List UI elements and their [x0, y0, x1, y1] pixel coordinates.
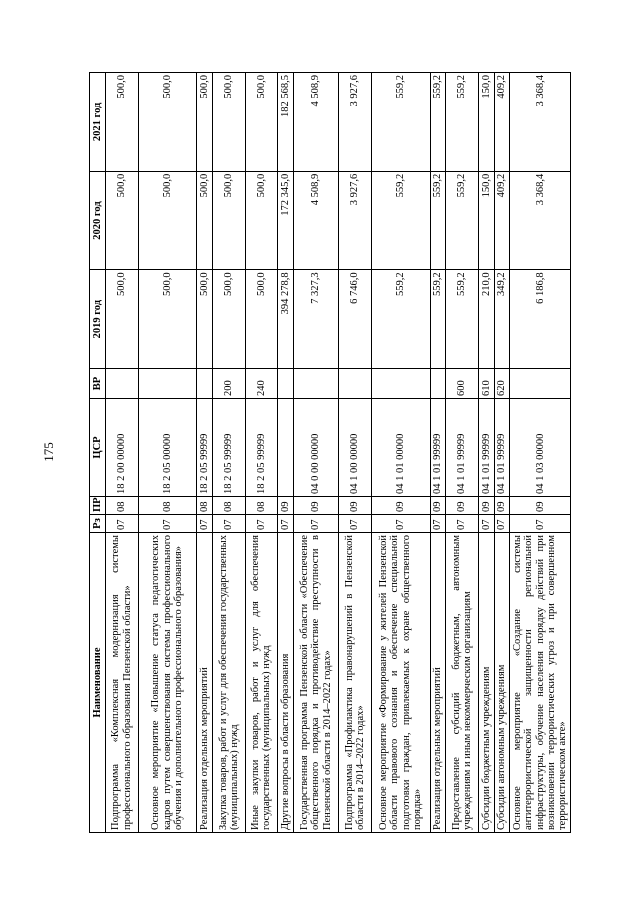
cell-rz: 07: [371, 515, 430, 533]
cell-vr: 240: [245, 369, 278, 399]
cell-pr: 09: [339, 497, 372, 515]
header-vr: ВР: [90, 369, 106, 399]
cell-csr: 04 0 00 00000: [294, 399, 339, 497]
cell-vr: [339, 369, 372, 399]
cell-2021: 182 568,5: [278, 73, 294, 172]
cell-2021: 3 368,4: [510, 73, 571, 172]
cell-pr: 09: [294, 497, 339, 515]
cell-2019: 210,0: [478, 270, 494, 369]
cell-vr: [430, 369, 446, 399]
cell-name: Основное мероприятие «Создание системы антитеррористической защищенности региональной инфраструктуры, обучение населения порядку действий при возникновении террористических угроз и при совершенном террористическом акте»: [510, 533, 571, 833]
cell-name: Реализация отдельных мероприятий: [197, 533, 213, 833]
cell-2020: 3 927,6: [339, 171, 372, 270]
cell-name: Иные закупки товаров, работ и услуг для обеспечения государственных (муниципальных) нужд: [245, 533, 278, 833]
cell-pr: 09: [371, 497, 430, 515]
cell-rz: 07: [197, 515, 213, 533]
cell-2020: 500,0: [106, 171, 139, 270]
cell-2020: 559,2: [430, 171, 446, 270]
cell-pr: 08: [213, 497, 246, 515]
cell-2021: 150,0: [478, 73, 494, 172]
page-number: 175: [41, 442, 56, 462]
cell-2021: 559,2: [371, 73, 430, 172]
cell-2019: 6 186,8: [510, 270, 571, 369]
header-csr: ЦСР: [90, 399, 106, 497]
cell-2021: 559,2: [446, 73, 479, 172]
cell-2019: 394 278,8: [278, 270, 294, 369]
cell-csr: 04 1 03 00000: [510, 399, 571, 497]
cell-pr: 09: [278, 497, 294, 515]
cell-2019: 500,0: [245, 270, 278, 369]
cell-2021: 409,2: [494, 73, 510, 172]
cell-2021: 3 927,6: [339, 73, 372, 172]
cell-csr: 04 1 01 99999: [494, 399, 510, 497]
cell-csr: 04 1 00 00000: [339, 399, 372, 497]
cell-csr: 18 2 05 00000: [138, 399, 197, 497]
cell-rz: 07: [213, 515, 246, 533]
cell-2021: 4 508,9: [294, 73, 339, 172]
cell-2021: 500,0: [197, 73, 213, 172]
cell-rz: 07: [138, 515, 197, 533]
cell-pr: 08: [106, 497, 139, 515]
cell-vr: [106, 369, 139, 399]
cell-2020: 4 508,9: [294, 171, 339, 270]
cell-name: Субсидии бюджетным учреждениям: [478, 533, 494, 833]
cell-2019: 559,2: [446, 270, 479, 369]
table-row: [294, 73, 339, 833]
cell-pr: 09: [478, 497, 494, 515]
cell-2021: 500,0: [138, 73, 197, 172]
cell-2020: 500,0: [138, 171, 197, 270]
budget-table: [89, 72, 571, 833]
cell-csr: 04 1 01 00000: [371, 399, 430, 497]
cell-2020: 150,0: [478, 171, 494, 270]
cell-vr: [138, 369, 197, 399]
table-row: [430, 73, 446, 833]
cell-vr: [510, 369, 571, 399]
cell-name: Основное мероприятие «Формирование у жителей Пензенской области правового сознания и обеспечение специальной подготовки граждан, привлекаемых к охране общественного порядка»: [371, 533, 430, 833]
cell-name: Подпрограмма «Профилактика правонарушений в Пензенской области в 2014–2022 годах»: [339, 533, 372, 833]
cell-vr: 600: [446, 369, 479, 399]
table-row: [494, 73, 510, 833]
table-row: [446, 73, 479, 833]
cell-pr: 09: [446, 497, 479, 515]
cell-rz: 07: [430, 515, 446, 533]
cell-rz: 07: [339, 515, 372, 533]
cell-csr: 04 1 01 99999: [430, 399, 446, 497]
cell-rz: 07: [478, 515, 494, 533]
cell-2019: 559,2: [430, 270, 446, 369]
cell-2021: 500,0: [245, 73, 278, 172]
cell-pr: 09: [510, 497, 571, 515]
cell-name: Предоставление субсидий бюджетным, автономным учреждениям и иным некоммерческим организациям: [446, 533, 479, 833]
header-pr: ПР: [90, 497, 106, 515]
rotated-table-container: [89, 73, 571, 833]
cell-2020: 559,2: [371, 171, 430, 270]
table-row: [371, 73, 430, 833]
cell-csr: 18 2 05 99999: [245, 399, 278, 497]
cell-name: Государственная программа Пензенской области «Обеспечение общественного порядка и противодействие преступности в Пензенской области в 2014–2022 годах»: [294, 533, 339, 833]
cell-pr: 09: [494, 497, 510, 515]
cell-pr: 08: [245, 497, 278, 515]
cell-vr: [197, 369, 213, 399]
cell-2020: 500,0: [197, 171, 213, 270]
cell-2019: 500,0: [106, 270, 139, 369]
cell-pr: 08: [197, 497, 213, 515]
cell-vr: [294, 369, 339, 399]
cell-rz: 07: [494, 515, 510, 533]
cell-csr: 18 2 05 99999: [213, 399, 246, 497]
cell-rz: 07: [294, 515, 339, 533]
table-row: [213, 73, 246, 833]
table-row: [106, 73, 139, 833]
cell-2019: 7 327,3: [294, 270, 339, 369]
cell-vr: 620: [494, 369, 510, 399]
cell-2020: 409,2: [494, 171, 510, 270]
table-row: [197, 73, 213, 833]
table-row: [478, 73, 494, 833]
table-row: [510, 73, 571, 833]
cell-2020: 172 345,0: [278, 171, 294, 270]
cell-2021: 500,0: [213, 73, 246, 172]
cell-rz: 07: [510, 515, 571, 533]
header-name: Наименование: [90, 533, 106, 833]
table-row: [138, 73, 197, 833]
cell-2019: 349,2: [494, 270, 510, 369]
header-2020: 2020 год: [90, 171, 106, 270]
cell-rz: 07: [446, 515, 479, 533]
table-row: [339, 73, 372, 833]
cell-name: Основное мероприятие «Повышение статуса педагогических кадров путем совершенствования системы профессионального обучения и дополнительного профессионального образования»: [138, 533, 197, 833]
cell-2019: 500,0: [138, 270, 197, 369]
cell-2019: 500,0: [197, 270, 213, 369]
cell-2019: 500,0: [213, 270, 246, 369]
cell-csr: [278, 399, 294, 497]
header-2021: 2021 год: [90, 73, 106, 172]
cell-name: Другие вопросы в области образования: [278, 533, 294, 833]
cell-csr: 04 1 01 99999: [446, 399, 479, 497]
cell-vr: [278, 369, 294, 399]
cell-2020: 500,0: [213, 171, 246, 270]
cell-rz: 07: [278, 515, 294, 533]
cell-vr: [371, 369, 430, 399]
cell-pr: 08: [138, 497, 197, 515]
header-2019: 2019 год: [90, 270, 106, 369]
cell-2021: 559,2: [430, 73, 446, 172]
cell-2020: 559,2: [446, 171, 479, 270]
cell-rz: 07: [106, 515, 139, 533]
cell-2021: 500,0: [106, 73, 139, 172]
header-rz: Рз: [90, 515, 106, 533]
cell-2019: 559,2: [371, 270, 430, 369]
cell-name: Закупка товаров, работ и услуг для обеспечения государственных (муниципальных) нужд: [213, 533, 246, 833]
cell-2020: 500,0: [245, 171, 278, 270]
cell-csr: 04 1 01 99999: [478, 399, 494, 497]
table-row: [245, 73, 278, 833]
cell-name: Реализация отдельных мероприятий: [430, 533, 446, 833]
cell-csr: 18 2 05 99999: [197, 399, 213, 497]
cell-csr: 18 2 00 00000: [106, 399, 139, 497]
table-row: [278, 73, 294, 833]
header-row: [90, 73, 106, 833]
cell-2020: 3 368,4: [510, 171, 571, 270]
cell-vr: 610: [478, 369, 494, 399]
cell-vr: 200: [213, 369, 246, 399]
cell-name: Подпрограмма «Комплексная модернизация системы профессионального образования Пензенской области»: [106, 533, 139, 833]
cell-rz: 07: [245, 515, 278, 533]
cell-pr: 09: [430, 497, 446, 515]
cell-name: Субсидии автономным учреждениям: [494, 533, 510, 833]
cell-2019: 6 746,0: [339, 270, 372, 369]
